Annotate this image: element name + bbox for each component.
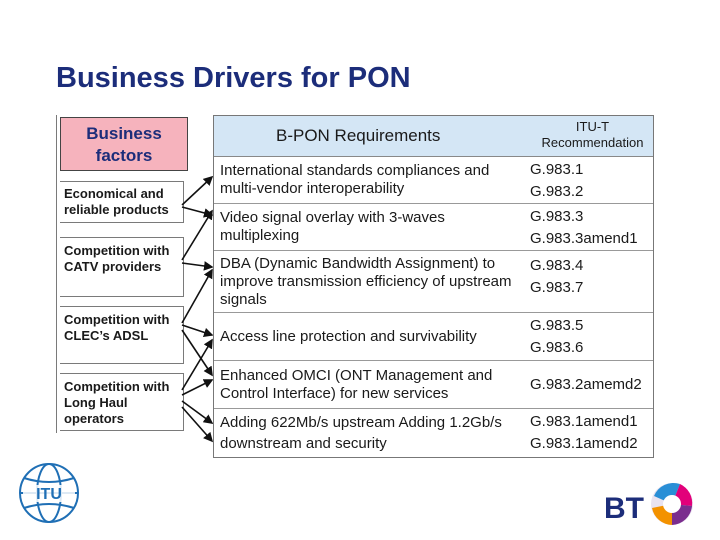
arrow-line [182,270,212,323]
recommendation: G.983.5 [530,317,584,334]
requirement-text: Access line protection and survivability [220,328,477,345]
arrow-line [182,207,212,215]
business-factor-item [60,373,184,431]
itu-recommendation-header [532,119,653,151]
recommendation: G.983.1amend1 [530,413,638,430]
connector-arrows [176,175,216,455]
bt-logo-icon [602,478,697,530]
recommendation-list [530,315,652,359]
requirement-text: Adding 622Mb/s upstream Adding 1.2Gb/s downstream and security [220,414,502,452]
business-factor-item [60,181,184,223]
requirement-text: Enhanced OMCI (ONT Management and Control Interface) for new services [220,367,493,402]
bt-logo-text: BT [604,492,644,525]
itu-logo-icon [14,458,84,528]
requirement-row [214,361,653,409]
business-factors-header-label: Business factors [86,124,162,165]
recommendation: G.983.7 [530,279,584,296]
recommendation-list [530,411,652,455]
itu-logo-text: ITU [36,486,62,503]
requirements-header-label: B-PON Requirements [276,126,441,145]
recommendation-list [530,255,652,299]
recommendation-list [530,206,652,250]
business-factor-label: Economical and reliable products [64,186,169,217]
requirement-row [214,313,653,361]
recommendation: G.983.2 [530,183,584,200]
bt-globe-icon [651,483,693,525]
business-factor-label: Competition with CLEC’s ADSL [64,312,170,343]
requirements-table [213,115,654,458]
requirements-header [214,116,653,157]
recommendation: G.983.2amemd2 [530,376,642,393]
recommendation: G.983.3amend1 [530,230,638,247]
business-factor-item [60,237,184,297]
requirement-text: DBA (Dynamic Bandwidth Assignment) to improve transmission efficiency of upstream signals [220,255,512,308]
recommendation: G.983.4 [530,257,584,274]
requirement-row [214,157,653,204]
slide-title: Business Drivers for PON [56,62,411,94]
recommendation: G.983.6 [530,339,584,356]
business-factors-header [60,117,188,171]
arrow-line [182,330,212,375]
arrow-line [182,325,212,335]
recommendation: G.983.1amend2 [530,435,638,452]
arrow-line [182,211,212,260]
requirement-row [214,204,653,251]
recommendation-list [530,159,652,203]
recommendation: G.983.1 [530,161,584,178]
arrow-line [182,177,212,205]
recommendation: G.983.3 [530,208,584,225]
requirement-row [214,409,653,457]
itu-header-line1: ITU-T [575,119,610,134]
business-factor-label: Competition with CATV providers [64,243,170,274]
recommendation-list [530,374,652,396]
business-factor-label: Competition with Long Haul operators [64,379,170,426]
itu-header-line2: Recommendation [541,135,644,150]
requirement-text: International standards compliances and multi-vendor interoperability [220,162,490,197]
arrow-line [182,263,212,267]
business-factor-item [60,306,184,364]
requirement-text: Video signal overlay with 3-waves multiplexing [220,209,445,244]
requirement-row [214,251,653,313]
